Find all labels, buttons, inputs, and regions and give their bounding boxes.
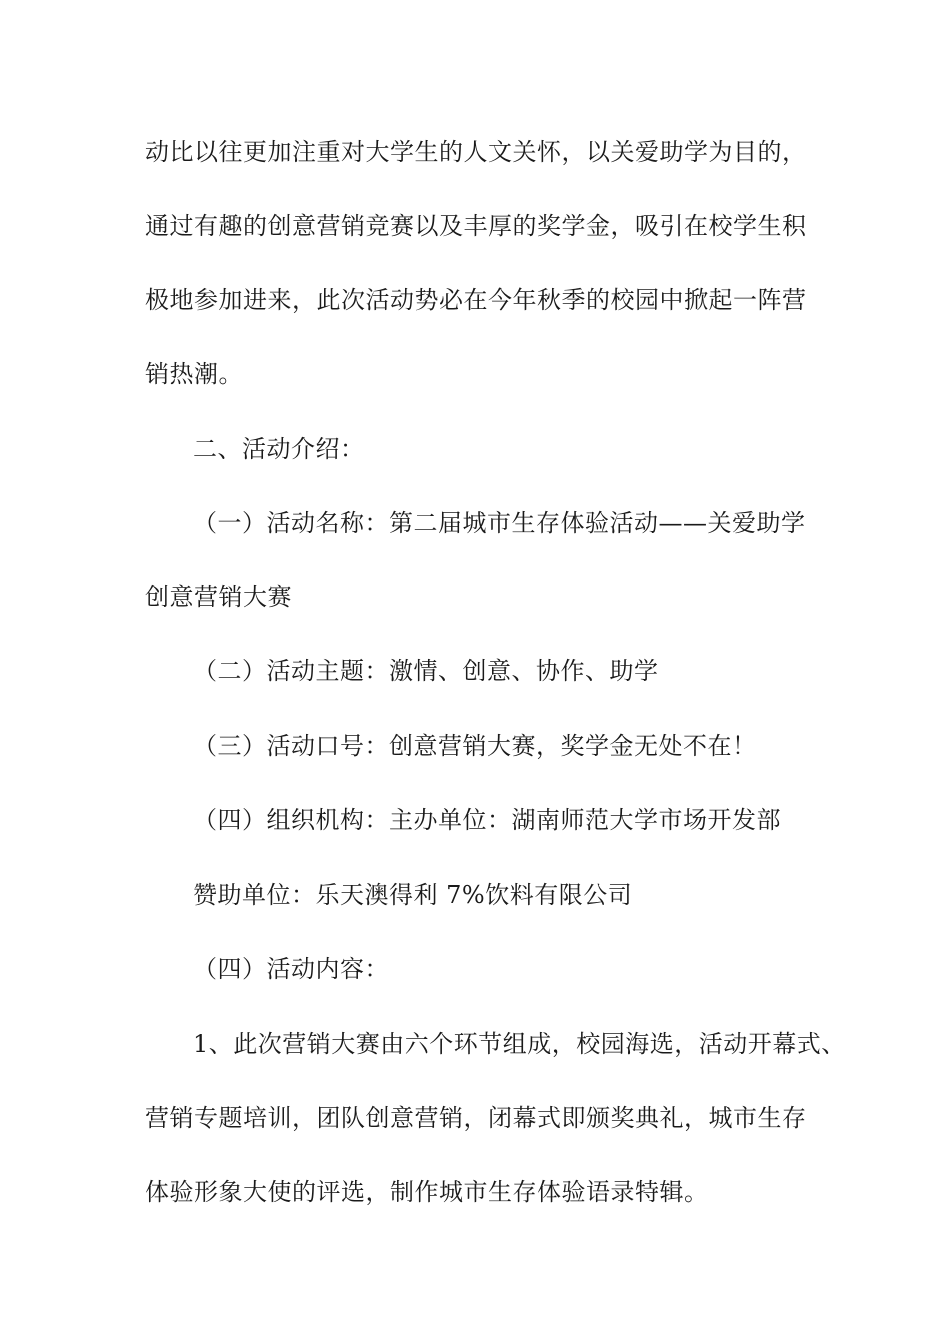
paragraph-line: 体验形象大使的评选，制作城市生存体验语录特辑。 <box>145 1178 709 1206</box>
section-heading: （四）活动内容： <box>193 955 389 983</box>
paragraph-line: 销热潮。 <box>145 360 243 388</box>
section-heading: 二、活动介绍： <box>193 435 365 463</box>
paragraph-line: （三）活动口号：创意营销大赛，奖学金无处不在！ <box>193 732 757 760</box>
paragraph-line: （一）活动名称：第二届城市生存体验活动——关爱助学 <box>193 509 806 537</box>
paragraph-line: 通过有趣的创意营销竞赛以及丰厚的奖学金，吸引在校学生积 <box>145 212 807 240</box>
paragraph-line: 极地参加进来，此次活动势必在今年秋季的校园中掀起一阵营 <box>145 286 807 314</box>
paragraph-line: （四）组织机构：主办单位：湖南师范大学市场开发部 <box>193 806 781 834</box>
paragraph-line: （二）活动主题：激情、创意、协作、助学 <box>193 657 659 685</box>
paragraph-line: 赞助单位：乐天澳得利 7%饮料有限公司 <box>193 881 633 909</box>
paragraph-line: 动比以往更加注重对大学生的人文关怀，以关爱助学为目的， <box>145 138 807 166</box>
paragraph-line: 1、此次营销大赛由六个环节组成，校园海选，活动开幕式、 <box>193 1030 846 1058</box>
paragraph-line: 营销专题培训，团队创意营销，闭幕式即颁奖典礼，城市生存 <box>145 1104 807 1132</box>
paragraph-line: 创意营销大赛 <box>145 583 292 611</box>
